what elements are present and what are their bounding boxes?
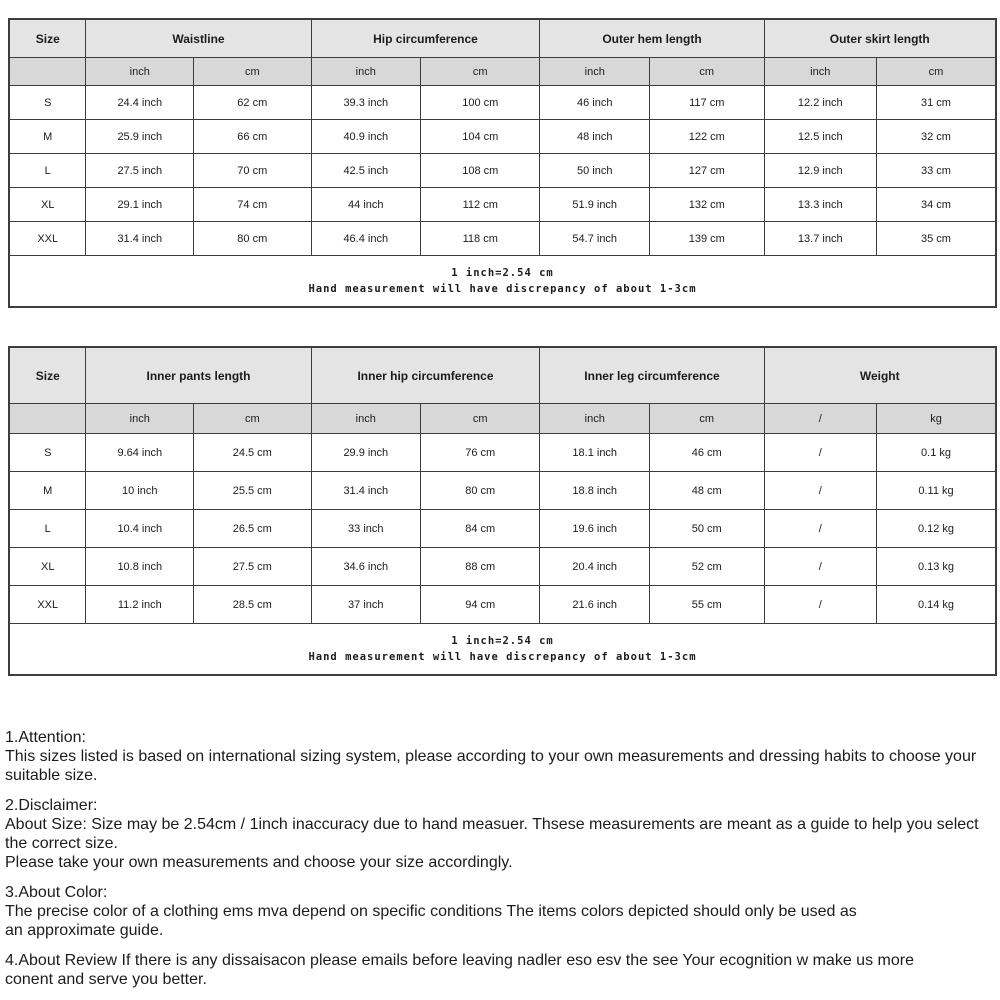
measurement-cell: 122 cm <box>650 120 764 154</box>
measurement-cell: 100 cm <box>421 86 540 120</box>
measurement-cell: 24.5 cm <box>194 434 311 472</box>
note-line: Please take your own measurements and choose your size accordingly. <box>5 854 513 871</box>
note-line: an approximate guide. <box>5 922 164 939</box>
note-line: conent and serve you better. <box>5 971 207 988</box>
inch-conversion-note: 1 inch=2.54 cm <box>451 635 554 647</box>
size-label-cell: XXL <box>9 222 86 256</box>
note-block <box>5 796 992 872</box>
unit-header-cell: cm <box>650 58 764 86</box>
measurement-cell: 62 cm <box>194 86 311 120</box>
measurement-cell: 88 cm <box>421 548 540 586</box>
group-column-header: Outer skirt length <box>764 19 996 58</box>
table-note-cell <box>9 624 996 676</box>
table-header-row <box>9 347 996 404</box>
measurement-cell: 94 cm <box>421 586 540 624</box>
measurement-cell: 25.9 inch <box>86 120 194 154</box>
size-column-header: Size <box>9 347 86 404</box>
note-heading: 3.About Color: <box>5 884 108 901</box>
measurement-cell: 12.9 inch <box>764 154 877 188</box>
size-row <box>9 188 996 222</box>
unit-header-cell: cm <box>421 58 540 86</box>
unit-header-cell: kg <box>877 404 996 434</box>
size-label-cell: S <box>9 434 86 472</box>
table-header-row <box>9 19 996 58</box>
group-column-header: Weight <box>764 347 996 404</box>
measurement-cell: 10.8 inch <box>86 548 194 586</box>
note-block <box>5 728 992 785</box>
measurement-cell: 104 cm <box>421 120 540 154</box>
measurement-cell: 29.9 inch <box>311 434 421 472</box>
measurement-cell: / <box>764 586 877 624</box>
unit-header-cell: inch <box>540 58 650 86</box>
note-block <box>5 951 992 989</box>
measurement-cell: 13.3 inch <box>764 188 877 222</box>
size-label-cell: L <box>9 154 86 188</box>
measurement-cell: 48 cm <box>650 472 764 510</box>
measurement-cell: 66 cm <box>194 120 311 154</box>
unit-header-cell: cm <box>421 404 540 434</box>
measurement-cell: 31.4 inch <box>311 472 421 510</box>
measurement-cell: 74 cm <box>194 188 311 222</box>
measurement-cell: 40.9 inch <box>311 120 421 154</box>
unit-header-row <box>9 58 996 86</box>
group-column-header: Waistline <box>86 19 311 58</box>
measurement-cell: 50 inch <box>540 154 650 188</box>
measurement-cell: 25.5 cm <box>194 472 311 510</box>
size-chart-page <box>0 18 1000 1000</box>
measurement-cell: 55 cm <box>650 586 764 624</box>
measurement-cell: 18.8 inch <box>540 472 650 510</box>
size-label-cell: XL <box>9 188 86 222</box>
measurement-cell: 46.4 inch <box>311 222 421 256</box>
group-column-header: Inner leg circumference <box>540 347 764 404</box>
unit-header-cell: inch <box>86 58 194 86</box>
measurement-cell: / <box>764 510 877 548</box>
measurement-cell: 112 cm <box>421 188 540 222</box>
measurement-cell: 0.1 kg <box>877 434 996 472</box>
measurement-cell: 76 cm <box>421 434 540 472</box>
measurement-cell: 0.12 kg <box>877 510 996 548</box>
unit-header-cell: inch <box>311 404 421 434</box>
unit-header-cell: inch <box>540 404 650 434</box>
measurement-cell: 12.2 inch <box>764 86 877 120</box>
measurement-cell: 18.1 inch <box>540 434 650 472</box>
size-label-cell: XXL <box>9 586 86 624</box>
measurement-cell: 32 cm <box>877 120 996 154</box>
size-label-cell: L <box>9 510 86 548</box>
outer-garment-size-table <box>8 18 997 308</box>
size-row <box>9 472 996 510</box>
measurement-cell: 0.11 kg <box>877 472 996 510</box>
note-line: About Size: Size may be 2.54cm / 1inch inaccuracy due to hand measuer. Thsese measurements are meant as a guide to help you select the correct size. <box>5 816 979 852</box>
measurement-cell: / <box>764 548 877 586</box>
measurement-cell: 44 inch <box>311 188 421 222</box>
measurement-cell: 0.13 kg <box>877 548 996 586</box>
size-row <box>9 120 996 154</box>
note-heading: 2.Disclaimer: <box>5 797 98 814</box>
table-note-row <box>9 256 996 308</box>
measurement-cell: 28.5 cm <box>194 586 311 624</box>
measurement-cell: 0.14 kg <box>877 586 996 624</box>
unit-header-empty-cell <box>9 404 86 434</box>
measurement-cell: 10.4 inch <box>86 510 194 548</box>
unit-header-cell: cm <box>194 58 311 86</box>
note-line: The precise color of a clothing ems mva depend on specific conditions The items colors depicted should only be used as <box>5 903 857 920</box>
size-column-header: Size <box>9 19 86 58</box>
measurement-cell: 27.5 inch <box>86 154 194 188</box>
measurement-cell: 34.6 inch <box>311 548 421 586</box>
measurement-cell: 70 cm <box>194 154 311 188</box>
measurement-cell: 20.4 inch <box>540 548 650 586</box>
measurement-cell: 24.4 inch <box>86 86 194 120</box>
size-row <box>9 548 996 586</box>
unit-header-cell: inch <box>764 58 877 86</box>
size-row <box>9 222 996 256</box>
size-row <box>9 154 996 188</box>
measurement-cell: 117 cm <box>650 86 764 120</box>
group-column-header: Inner pants length <box>86 347 311 404</box>
table-note-cell <box>9 256 996 308</box>
measurement-discrepancy-note: Hand measurement will have discrepancy of about 1-3cm <box>308 651 697 663</box>
measurement-cell: 33 cm <box>877 154 996 188</box>
measurement-cell: 10 inch <box>86 472 194 510</box>
measurement-cell: / <box>764 472 877 510</box>
group-column-header: Hip circumference <box>311 19 540 58</box>
measurement-cell: 27.5 cm <box>194 548 311 586</box>
measurement-cell: 35 cm <box>877 222 996 256</box>
measurement-cell: 80 cm <box>194 222 311 256</box>
measurement-cell: 39.3 inch <box>311 86 421 120</box>
measurement-cell: 139 cm <box>650 222 764 256</box>
measurement-cell: 31 cm <box>877 86 996 120</box>
measurement-cell: 37 inch <box>311 586 421 624</box>
measurement-cell: 50 cm <box>650 510 764 548</box>
measurement-cell: 118 cm <box>421 222 540 256</box>
measurement-cell: 80 cm <box>421 472 540 510</box>
measurement-cell: 11.2 inch <box>86 586 194 624</box>
measurement-cell: 21.6 inch <box>540 586 650 624</box>
unit-header-cell: cm <box>194 404 311 434</box>
size-label-cell: XL <box>9 548 86 586</box>
size-label-cell: M <box>9 120 86 154</box>
unit-header-cell: inch <box>311 58 421 86</box>
measurement-cell: 46 cm <box>650 434 764 472</box>
measurement-cell: 46 inch <box>540 86 650 120</box>
measurement-cell: 19.6 inch <box>540 510 650 548</box>
measurement-cell: 52 cm <box>650 548 764 586</box>
measurement-cell: 26.5 cm <box>194 510 311 548</box>
unit-header-cell: / <box>764 404 877 434</box>
unit-header-cell: cm <box>877 58 996 86</box>
measurement-cell: 33 inch <box>311 510 421 548</box>
note-block <box>5 883 992 940</box>
measurement-cell: / <box>764 434 877 472</box>
measurement-cell: 51.9 inch <box>540 188 650 222</box>
table-note-row <box>9 624 996 676</box>
group-column-header: Outer hem length <box>540 19 764 58</box>
measurement-cell: 29.1 inch <box>86 188 194 222</box>
note-line: This sizes listed is based on international sizing system, please according to your own measurements and dressing habits to choose your suitable size. <box>5 748 977 784</box>
measurement-cell: 108 cm <box>421 154 540 188</box>
size-label-cell: M <box>9 472 86 510</box>
size-row <box>9 434 996 472</box>
measurement-cell: 127 cm <box>650 154 764 188</box>
measurement-cell: 42.5 inch <box>311 154 421 188</box>
note-heading: 1.Attention: <box>5 729 86 746</box>
measurement-cell: 48 inch <box>540 120 650 154</box>
group-column-header: Inner hip circumference <box>311 347 540 404</box>
size-row <box>9 586 996 624</box>
unit-header-row <box>9 404 996 434</box>
measurement-cell: 13.7 inch <box>764 222 877 256</box>
notes-section <box>5 728 992 989</box>
size-label-cell: S <box>9 86 86 120</box>
unit-header-cell: inch <box>86 404 194 434</box>
measurement-cell: 9.64 inch <box>86 434 194 472</box>
measurement-cell: 12.5 inch <box>764 120 877 154</box>
measurement-cell: 54.7 inch <box>540 222 650 256</box>
size-row <box>9 510 996 548</box>
size-row <box>9 86 996 120</box>
note-line: 4.About Review If there is any dissaisacon please emails before leaving nadler eso esv the see Your ecognition w make us more <box>5 952 914 969</box>
measurement-cell: 132 cm <box>650 188 764 222</box>
inner-garment-size-table <box>8 346 997 676</box>
measurement-cell: 84 cm <box>421 510 540 548</box>
unit-header-cell: cm <box>650 404 764 434</box>
measurement-cell: 34 cm <box>877 188 996 222</box>
unit-header-empty-cell <box>9 58 86 86</box>
measurement-discrepancy-note: Hand measurement will have discrepancy of about 1-3cm <box>308 283 697 295</box>
measurement-cell: 31.4 inch <box>86 222 194 256</box>
inch-conversion-note: 1 inch=2.54 cm <box>451 267 554 279</box>
